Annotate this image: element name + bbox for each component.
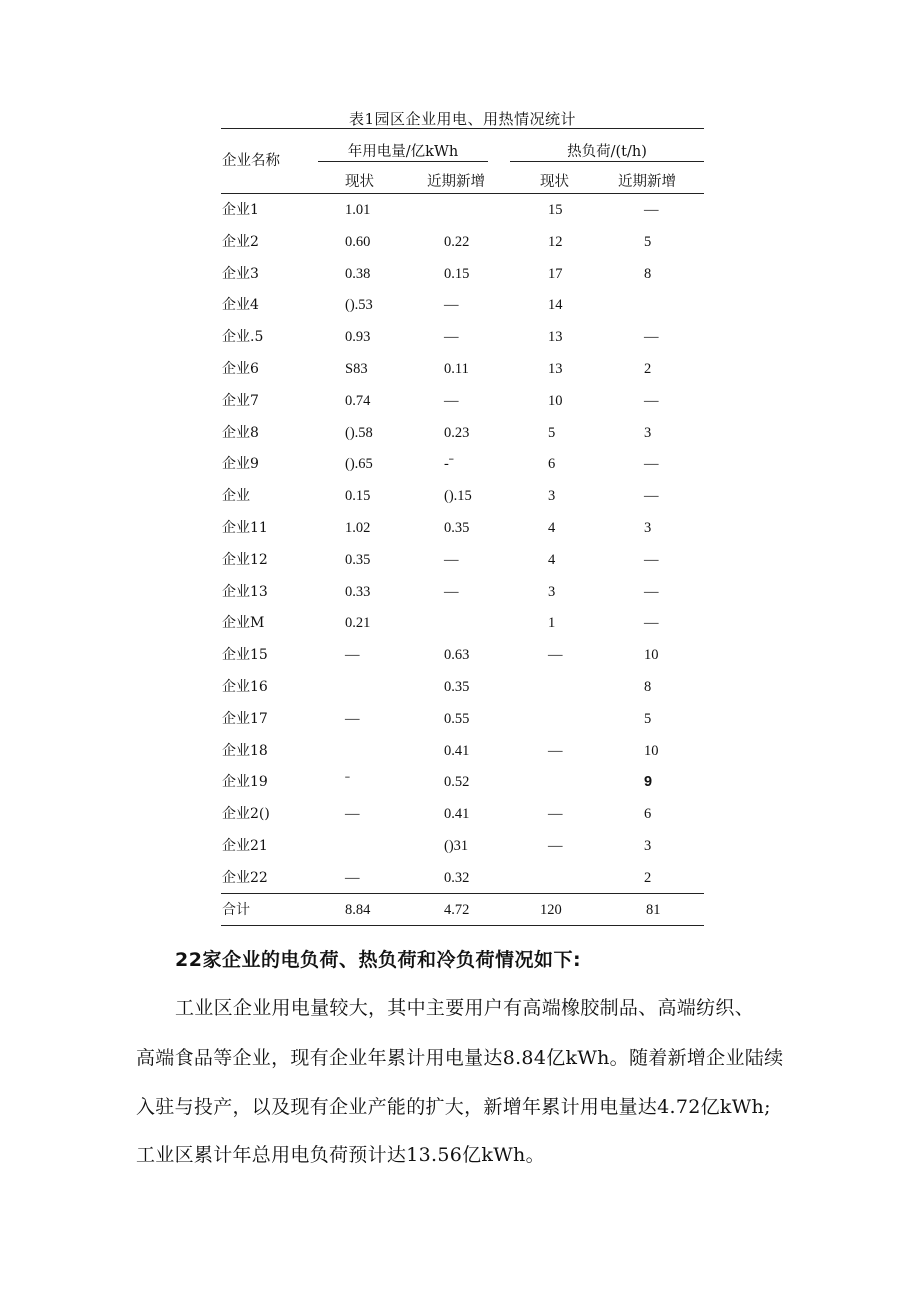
row-power-current: ().58 <box>345 425 373 441</box>
group-header-power: 年用电量/亿kWh <box>347 144 459 160</box>
total-top-rule <box>221 893 704 894</box>
row-heat-current: 3 <box>548 584 556 600</box>
row-heat-new: 8 <box>644 266 652 282</box>
row-heat-current: 17 <box>548 266 563 282</box>
row-heat-current: — <box>548 647 563 663</box>
row-power-new: 0.11 <box>444 361 469 377</box>
row-power-new: -ˉ <box>444 456 454 472</box>
row-heat-current: 10 <box>548 393 563 409</box>
row-heat-new: 3 <box>644 425 652 441</box>
row-power-current: — <box>345 711 360 727</box>
row-power-new: 0.23 <box>444 425 470 441</box>
row-heat-current: — <box>548 838 563 854</box>
row-enterprise-name: 企业M <box>222 615 265 631</box>
row-heat-current: 15 <box>548 202 563 218</box>
sub-header-power-current: 现状 <box>345 174 374 190</box>
paragraph-line-2: 高端食品等企业，现有企业年累计用电量达8.84亿kWh。随着新增企业陆续 <box>136 1047 784 1069</box>
row-enterprise-name: 企业22 <box>222 870 268 886</box>
row-heat-new: 5 <box>644 234 652 250</box>
row-enterprise-name: 企业 <box>222 488 250 504</box>
row-power-current: 0.38 <box>345 266 371 282</box>
table-caption: 表1园区企业用电、用热情况统计 <box>348 110 577 128</box>
row-power-current: 0.33 <box>345 584 371 600</box>
row-power-new: 0.41 <box>444 806 470 822</box>
row-enterprise-name: 企业4 <box>222 297 259 313</box>
row-enterprise-name: 企业2 <box>222 234 259 250</box>
total-heat-new: 81 <box>646 902 661 918</box>
row-power-new: 0.22 <box>444 234 470 250</box>
row-enterprise-name: 企业6 <box>222 361 259 377</box>
sub-header-power-new: 近期新增 <box>427 174 485 190</box>
row-heat-new: 6 <box>644 806 652 822</box>
total-heat-current: 120 <box>540 902 562 918</box>
row-power-current: ().53 <box>345 297 373 313</box>
row-heat-current: 4 <box>548 552 556 568</box>
row-power-current: 0.74 <box>345 393 371 409</box>
group-rule-heat <box>510 161 704 162</box>
row-heat-new: 10 <box>644 647 659 663</box>
row-power-current: ().65 <box>345 456 373 472</box>
row-heat-new: 10 <box>644 743 659 759</box>
row-power-new: — <box>444 329 459 345</box>
row-power-current: 1.01 <box>345 202 371 218</box>
row-heat-current: 13 <box>548 329 563 345</box>
row-heat-new: — <box>644 456 659 472</box>
row-heat-new: — <box>644 552 659 568</box>
row-enterprise-name: 企业11 <box>222 520 268 536</box>
section-heading: 22家企业的电负荷、热负荷和冷负荷情况如下: <box>175 949 582 971</box>
row-power-new: 0.15 <box>444 266 470 282</box>
row-enterprise-name: 企业.5 <box>222 329 264 345</box>
row-enterprise-name: 企业15 <box>222 647 268 663</box>
row-heat-new: 9 <box>644 774 653 790</box>
row-heat-current: 6 <box>548 456 556 472</box>
row-heat-new: — <box>644 584 659 600</box>
row-enterprise-name: 企业7 <box>222 393 259 409</box>
row-power-current: 0.15 <box>345 488 371 504</box>
paragraph-line-3: 入驻与投产，以及现有企业产能的扩大，新增年累计用电量达4.72亿kWh; <box>136 1096 771 1118</box>
row-power-new: 0.35 <box>444 520 470 536</box>
row-heat-current: 14 <box>548 297 563 313</box>
total-power-current: 8.84 <box>345 902 371 918</box>
row-enterprise-name: 企业19 <box>222 774 268 790</box>
row-enterprise-name: 企业21 <box>222 838 268 854</box>
row-enterprise-name: 企业2() <box>222 806 270 822</box>
row-power-new: 0.41 <box>444 743 470 759</box>
row-heat-current: — <box>548 806 563 822</box>
row-heat-new: — <box>644 329 659 345</box>
row-power-current: 0.93 <box>345 329 371 345</box>
paragraph-line-1: 工业区企业用电量较大，其中主要用户有高端橡胶制品、高端纺织、 <box>175 997 755 1019</box>
sub-header-heat-new: 近期新增 <box>618 174 676 190</box>
row-power-new: 0.35 <box>444 679 470 695</box>
row-power-new: 0.55 <box>444 711 470 727</box>
total-power-new: 4.72 <box>444 902 470 918</box>
table-top-rule <box>221 128 704 129</box>
row-power-current: ˉ <box>345 774 350 790</box>
row-power-current: 0.35 <box>345 552 371 568</box>
row-power-new: — <box>444 584 459 600</box>
row-enterprise-name: 企业17 <box>222 711 268 727</box>
row-power-current: 0.60 <box>345 234 371 250</box>
row-power-new: ().15 <box>444 488 472 504</box>
row-heat-current: — <box>548 743 563 759</box>
row-power-current: — <box>345 870 360 886</box>
row-heat-new: 8 <box>644 679 652 695</box>
row-heat-new: 3 <box>644 838 652 854</box>
row-power-current: 0.21 <box>345 615 371 631</box>
row-heat-new: — <box>644 488 659 504</box>
group-rule-power <box>318 161 488 162</box>
row-enterprise-name: 企业8 <box>222 425 259 441</box>
row-power-new: — <box>444 297 459 313</box>
row-heat-new: 2 <box>644 870 652 886</box>
paragraph-line-4: 工业区累计年总用电负荷预计达13.56亿kWh。 <box>136 1144 545 1166</box>
row-power-new: — <box>444 393 459 409</box>
row-enterprise-name: 企业3 <box>222 266 259 282</box>
row-heat-current: 3 <box>548 488 556 504</box>
row-enterprise-name: 企业9 <box>222 456 259 472</box>
row-power-current: S83 <box>345 361 368 377</box>
row-heat-new: 2 <box>644 361 652 377</box>
row-heat-new: 3 <box>644 520 652 536</box>
row-heat-current: 12 <box>548 234 563 250</box>
row-enterprise-name: 企业1 <box>222 202 259 218</box>
row-heat-new: — <box>644 615 659 631</box>
row-enterprise-name: 企业18 <box>222 743 268 759</box>
row-heat-current: 13 <box>548 361 563 377</box>
row-heat-current: 1 <box>548 615 556 631</box>
row-heat-current: 4 <box>548 520 556 536</box>
col-header-name: 企业名称 <box>222 153 280 169</box>
row-power-new: 0.52 <box>444 774 470 790</box>
row-heat-new: — <box>644 202 659 218</box>
group-header-heat: 热负荷/(t/h) <box>567 144 647 160</box>
sub-header-heat-current: 现状 <box>540 174 569 190</box>
header-bottom-rule <box>221 193 704 194</box>
total-label: 合计 <box>222 902 250 918</box>
row-power-new: 0.32 <box>444 870 470 886</box>
row-power-new: ()31 <box>444 838 469 854</box>
table-bottom-rule <box>221 925 704 926</box>
row-enterprise-name: 企业16 <box>222 679 268 695</box>
row-enterprise-name: 企业13 <box>222 584 268 600</box>
row-power-current: 1.02 <box>345 520 371 536</box>
row-power-current: — <box>345 647 360 663</box>
row-power-new: 0.63 <box>444 647 470 663</box>
row-power-current: — <box>345 806 360 822</box>
row-heat-new: 5 <box>644 711 652 727</box>
row-heat-current: 5 <box>548 425 556 441</box>
row-power-new: — <box>444 552 459 568</box>
row-enterprise-name: 企业12 <box>222 552 268 568</box>
row-heat-new: — <box>644 393 659 409</box>
